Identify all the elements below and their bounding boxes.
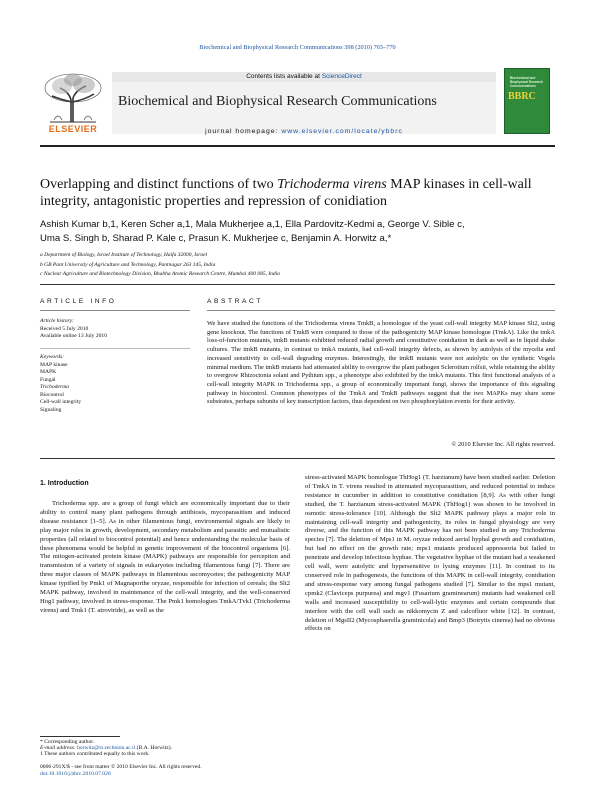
affiliation-c: c Nuclear Agriculture and Biotechnology Division, Bhabha Atomic Research Centre, Mumbai 400 085, India <box>40 271 280 277</box>
email-link[interactable]: horwitz@tx.technion.ac.il <box>77 745 136 751</box>
contents-prefix: Contents lists available at <box>246 73 322 80</box>
keywords-label: Keywords: <box>40 354 65 360</box>
journal-homepage <box>112 128 496 135</box>
body-right-column: stress-activated MAPK homologue ThHog1 (T. harzianum) have been studied earlier. Deletion of TmkA in T. virens resulted in attenuated mycoparasitism, and reduced potential to induce resistance in cucumber in addition to constitutive conidiation [8,9]. As with other fungi studied, the T. harzianum stress-activated MAPK (ThHog1) was shown to be involved in osmotic stress-tolerance [10]. Although the Slt2 MAPK pathway plays a major role in maintaining cell-wall integrity and pathogenicity, its roles in fungal physiology are very diverse, and the function of this MAPK pathway has not been studied in any Trichoderma species [7]. The deletion of Mps1 in M. oryzae reduced aerial hyphal growth and conidiation, but had no effect on the growth rate; mps1 mutants produced appressoria but failed to penetrate and develop infectious hyphae. The vegetative hyphae of the mutant had a weakened cell wall, were autolytic and hypersensitive to lysing enzymes [11]. In contrast to its conserved role in pathogenesis, the functions of this MAPK in cell-wall integrity, conidiation and stress-response vary among fungal pathogens studied [7]. Similar to the mps1 mutant, cpmk2 (Claviceps purpurea) and mgv1 (Fusarium graminearum) mutants had weakened cell walls and increased susceptibility to cell-wall-lytic enzymes and certain compounds that interfere with the cell wall such as nikkomycin Z and calcofluor white [12]. In contrast, deletion of MgsII2 (Mycosphaerella graminicola) and Bmp3 (Botrytis cinerea) had no obvious effects on <box>305 474 555 633</box>
section-heading-introduction: 1. Introduction <box>40 480 89 487</box>
article-info-rule <box>40 310 190 311</box>
keywords-block <box>40 354 190 414</box>
email-owner: (B.A. Horwitz). <box>135 745 173 751</box>
title-part-1: Overlapping and distinct functions of two <box>40 177 278 192</box>
cover-title: Biochemical and Biophysical Research Communications <box>510 76 544 88</box>
corresponding-author-note: * Corresponding author. <box>40 739 95 745</box>
journal-reference[interactable]: Biochemical and Biophysical Research Communications 398 (2010) 765–770 <box>199 44 396 51</box>
author-list <box>40 218 550 246</box>
abstract-bottom-rule <box>40 458 555 459</box>
article-history <box>40 318 190 341</box>
keyword: MAPK <box>40 369 57 375</box>
history-rule <box>40 348 190 349</box>
body-left-column: Trichoderma spp. are a group of fungi which are economically important due to their ability to control many plant pathogens through antibiosis, mycoparasitism and induced disease resistance [1–5]. As in other filamentous fungi, environmental signals are likely to play major roles in growth, development, secondary metabolism and parasitic and mutualistic properties (all related to biocontrol potential) and hence understanding the molecular basis of these phenomena would be helpful in genetic improvement of the biocontrol organisms [6]. The mitogen-activated protein kinase (MAPK) pathways are responsible for perception and transmission of a variety of signals in eukaryotes including filamentous fungi [7]. There are three major classes of MAPK pathways in filamentous ascomycetes; the pathogenicity MAP kinase typified by Pmk1 of Magnaporthe oryzae, responsible for infection of cereals; the Slt2 MAPK pathway, involved in maintenance of the cell-wall integrity, and the well-conserved Hog1 pathway, involved in stress-response. The Pmk1 homologues TmkA/Tvk1 (Trichoderma virens) and Tmk1 (T. atroviride), as well as the <box>40 500 290 614</box>
abstract-text: We have studied the functions of the Trichoderma virens TmkB, a homologue of the yeast cell-wall integrity MAP kinase Slt2, using gene knockout. The functions of TmkB were compared to those of the pathogenicity MAP kinase homologue (TmkA). Like the tmkA loss-of-function mutants, tmkB mutants exhibited reduced radial growth and constitutive conidiation in dark as well as in liquid shake cultures. The tmkB mutants, in contrast to tmkA mutants, had cell-wall integrity defects, as shown by autolysis of the mycelia and increased sensitivity to cell-wall degrading enzymes. Interestingly, the tmkB mutants were not autolytic on the synthetic Vogels minimal medium. The tmkB mutants had attenuated ability to overgrow the plant pathogen Sclerotium rolfsii, while retaining the ability to overgrow Rhizoctonia solani and Pythium spp., a phenotype also exhibited by the tmkA mutants. This first functional analysis of a cell-wall integrity MAPK in Trichoderma spp., a group of economically important fungi, shows the importance of this signaling pathway in biocontrol. Common phenotypes of the TmkA and TmkB pathways suggest that the two MAPKs may share some substrates, perhaps subunits of key transcription factors, thus dependent on two phosphorylation events for their activity. <box>207 320 555 406</box>
contents-bar <box>112 72 496 82</box>
affiliation-a: a Department of Biology, Israel Institute of Technology, Haifa 32000, Israel <box>40 252 208 258</box>
article-title <box>40 176 540 210</box>
keyword: Signaling <box>40 406 62 413</box>
keyword: Fungal <box>40 376 56 383</box>
equal-contribution-note: 1 These authors contributed equally to this work. <box>40 751 150 757</box>
keyword: MAP kinase <box>40 361 68 368</box>
authors-line-1: Ashish Kumar b,1, Keren Scher a,1, Mala Mukherjee a,1, Ella Pardovitz-Kedmi a, George V. Sible c, <box>40 219 465 230</box>
keyword: Trichoderma <box>40 384 69 390</box>
cover-logo: BBRC <box>508 91 536 102</box>
affiliation-rule <box>40 284 555 285</box>
received-date: Received 5 July 2010 <box>40 325 89 332</box>
sciencedirect-link[interactable]: ScienceDirect <box>321 73 362 80</box>
abstract-rule <box>207 310 555 311</box>
email-label: E-mail address: <box>40 745 78 751</box>
affiliation-b: b GB Pant University of Agriculture and Technology, Pantnagar 263 145, India <box>40 261 216 268</box>
available-date: Available online 13 July 2010 <box>40 333 108 339</box>
homepage-link[interactable]: www.elsevier.com/locate/ybbrc <box>281 128 403 135</box>
footnote-rule <box>40 736 120 737</box>
title-part-2: MAP kinases in cell-wall integrity, antagonistic properties and repression of conidiation <box>40 177 532 209</box>
header-rule <box>40 145 555 147</box>
abstract-heading: ABSTRACT <box>207 298 263 305</box>
article-info-heading: ARTICLE INFO <box>40 298 117 305</box>
journal-name: Biochemical and Biophysical Research Communications <box>118 94 437 109</box>
history-label: Article history: <box>40 318 75 324</box>
authors-line-2: Uma S. Singh b, Sharad P. Kale c, Prasun K. Mukherjee c, Benjamin A. Horwitz a,* <box>40 233 392 244</box>
copyright: © 2010 Elsevier Inc. All rights reserved. <box>451 441 555 448</box>
publisher-logo-text: ELSEVIER <box>48 124 98 134</box>
title-species: Trichoderma virens <box>277 177 387 192</box>
issn-line: 0006-291X/$ - see front matter © 2010 Elsevier Inc. All rights reserved. <box>40 764 202 770</box>
affiliations <box>40 251 550 280</box>
keyword: Biocontrol <box>40 391 64 398</box>
keyword: Cell-wall integrity <box>40 399 82 405</box>
homepage-prefix: journal homepage: <box>205 128 282 135</box>
doi-link[interactable]: doi:10.1016/j.bbrc.2010.07.020 <box>40 771 111 777</box>
